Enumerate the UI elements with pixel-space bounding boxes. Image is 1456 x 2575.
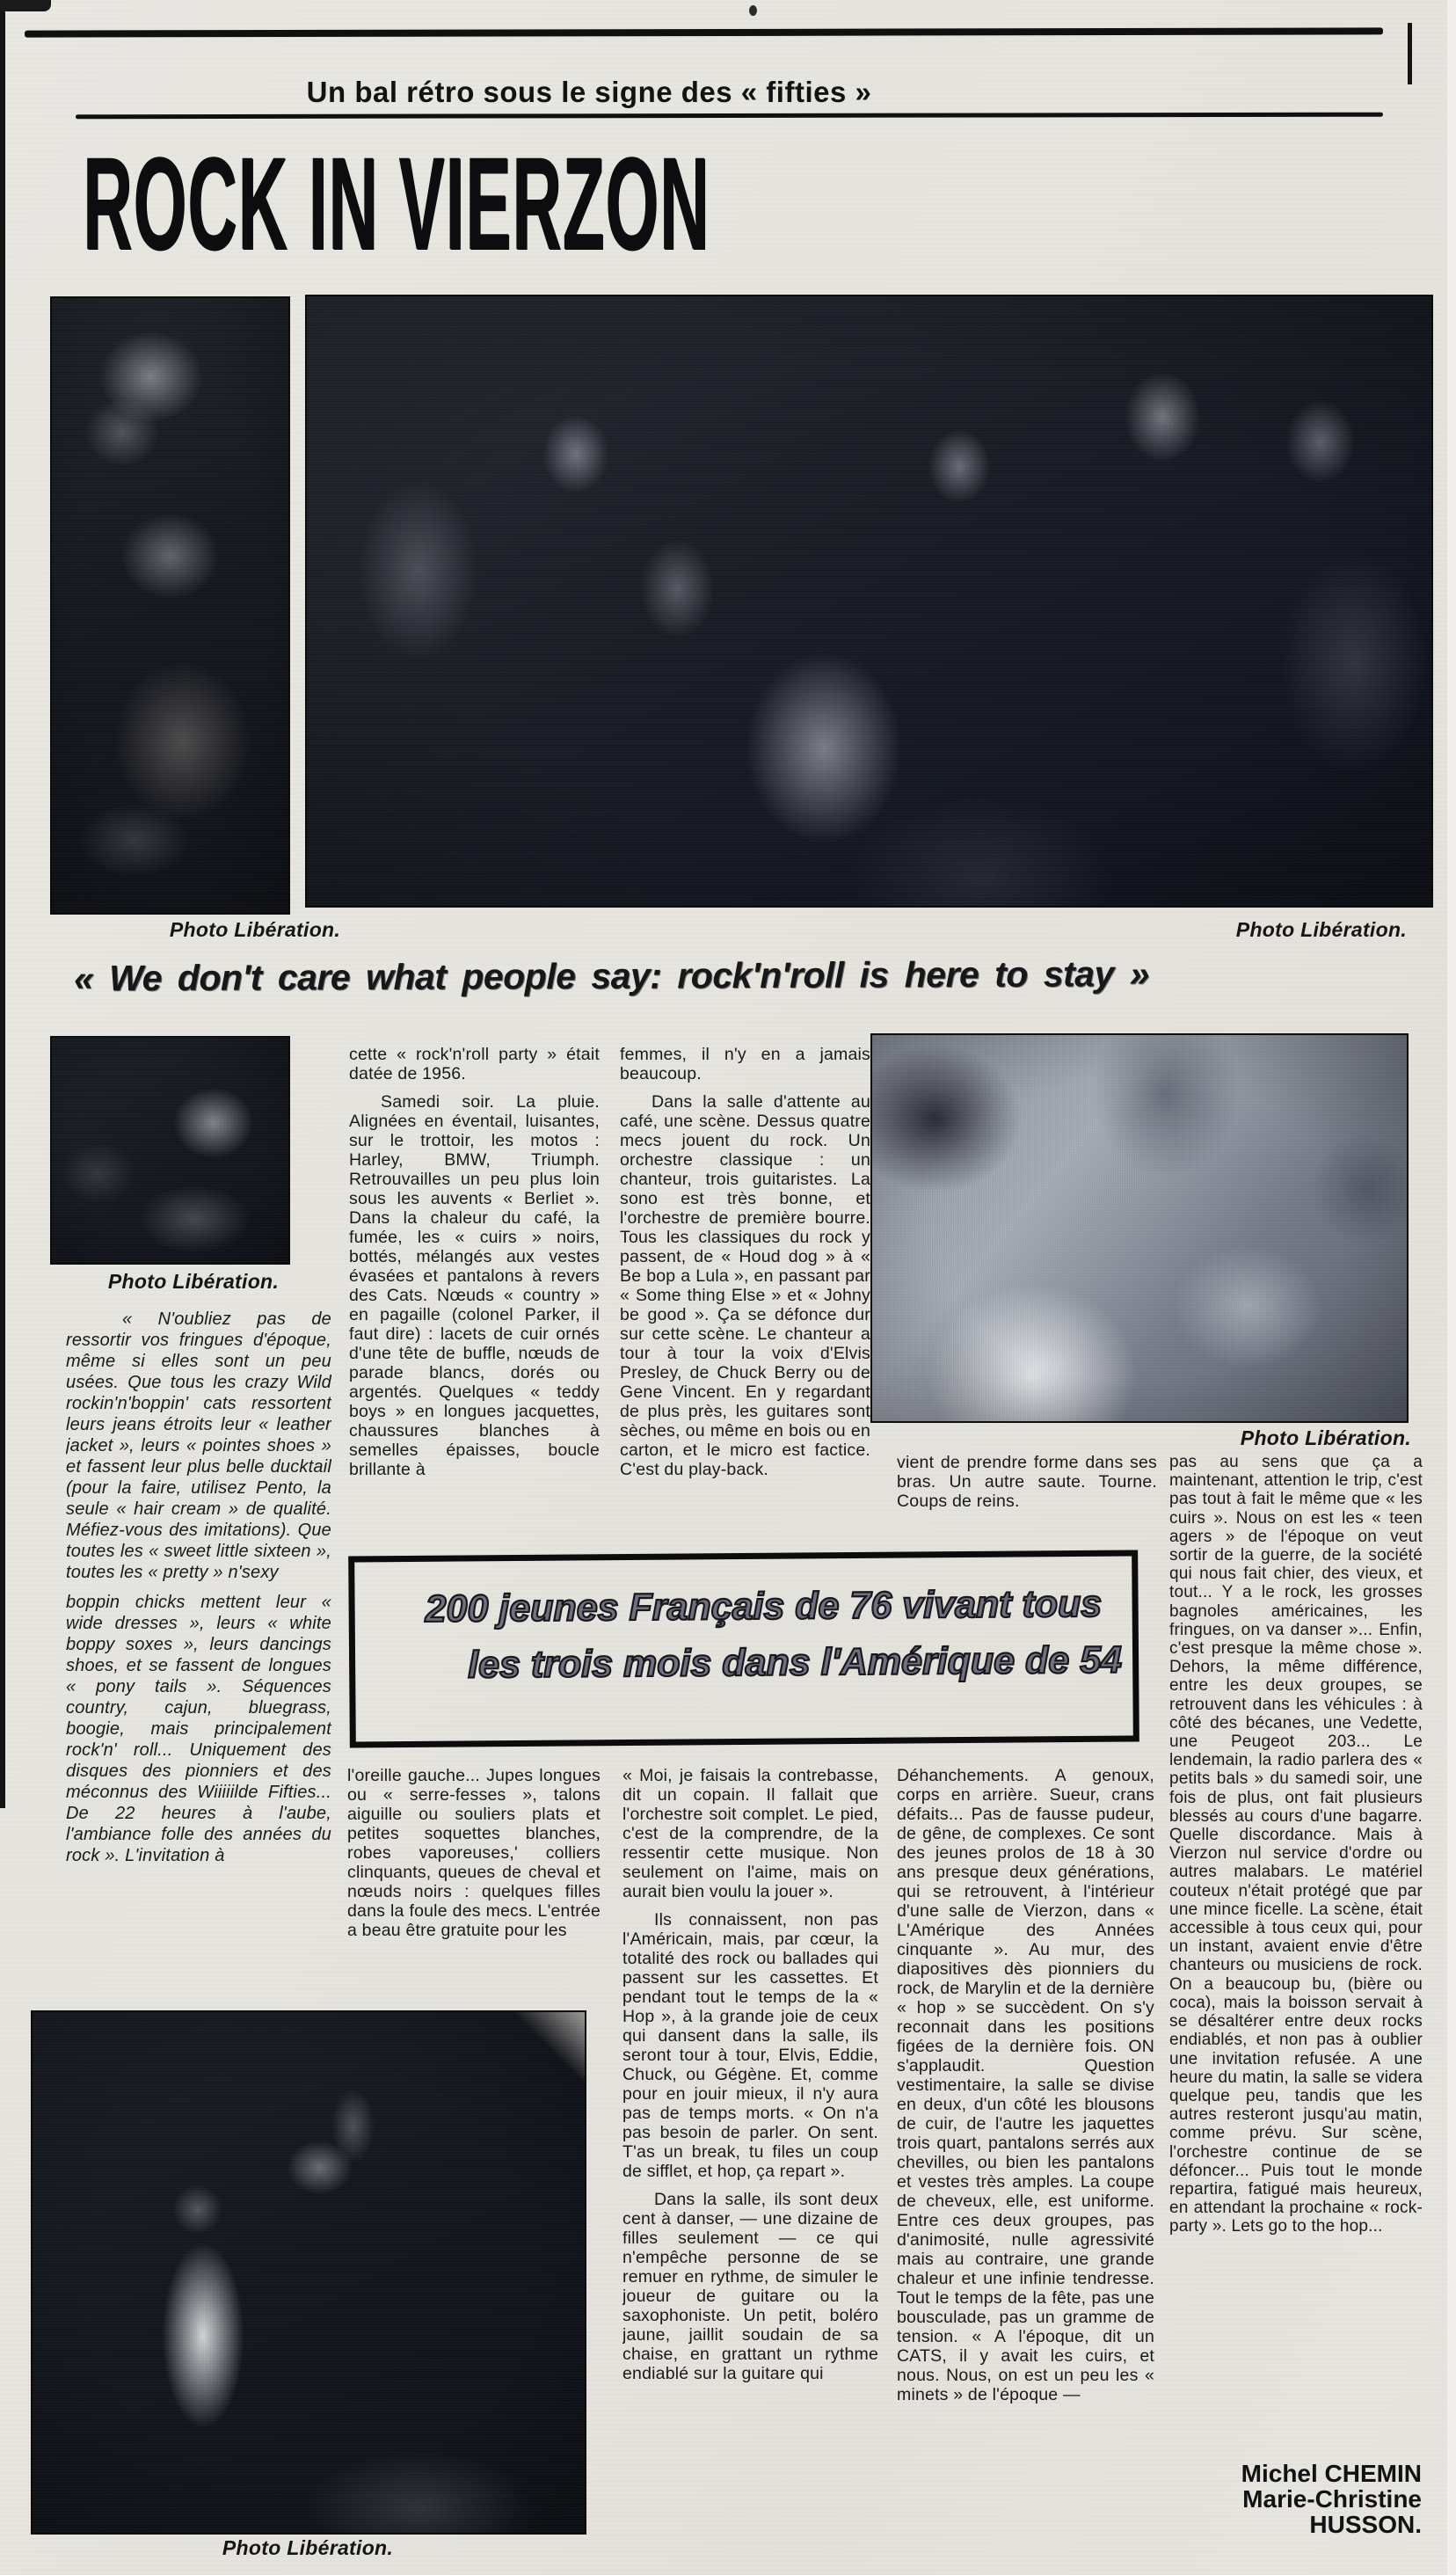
- kicker-bottom-rule: [76, 113, 1383, 120]
- photo-credit-top-left: Photo Libération.: [169, 918, 341, 941]
- article-paragraph: Déhanchements. A genoux, corps en arrière. Sueur, crans défaits... Pas de fausse pudeur, de gêne, de complexes. Ce sont des jeunes prolos de 18 à 30 ans presque deux générations, qui se retrouvent, à l'intérieur d'une salle de Vierzon, dans « L'Amérique des Années cinquante ». Au mur, des diapositives dès pionniers du rock, de Marylin et de la dernière « hop » se succèdent. On s'y reconnait dans les positions figées de la dernière fois. ON s'applaudit. Question vestimentaire, la salle se divise en deux, d'un côté les blousons de cuir, de l'autre les jaquettes trois quart, pantalons serrés aux chevilles, ou bien les pantalons et vestes très amples. La coupe de cheveux, elle, est uniforme. Entre ces deux groupes, pas d'animosité, nulle agressivité mais au contraire, une grande chaleur et une infinie tendresse. Tout le temps de la fête, pas une bousculade, pas un gramme de tension. « A l'époque, dit un CATS, il y avait les cuirs, et nous. Nous, on est un peu les « minets » de l'époque —: [897, 1766, 1154, 2404]
- article-column-5: [1169, 1453, 1423, 2461]
- scan-speck: [749, 5, 757, 16]
- photo-credit-mid-right: Photo Libération.: [1240, 1426, 1411, 1449]
- scan-smudge: [0, 0, 51, 11]
- photo-credit-mid-left: Photo Libération.: [107, 1270, 280, 1293]
- pull-quote-box: [348, 1550, 1139, 1747]
- main-headline: ROCK IN VIERZON: [83, 129, 710, 277]
- article-column-4-snippet: [897, 1453, 1157, 1537]
- article-paragraph: « N'oubliez pas de ressortir vos fringues d'époque, même si elles sont un peu usées. Que tous les crazy Wild rockin'n'boppin' cats ressortent leurs jeans étroits leur « leather jacket », leurs « pointes shoes » et fassent leur plus belle ducktail (pour la faire, utilisez Pento, la seule « hair cream » de qualité. Méfiez-vous des imitations). Que toutes les « sweet little sixteen », toutes les « pretty » n'sexy: [66, 1309, 331, 1582]
- column-rule-top-right: [1408, 23, 1412, 84]
- article-paragraph: Samedi soir. La pluie. Alignées en éventail, luisantes, sur le trottoir, les motos : Harley, BMW, Triumph. Retrouvailles un peu plus loin sous les auvents « Berliet ». Dans la chaleur du café, la fumée, les « cuirs » noirs, bottés, mélangés aux vestes évasées et pantalons à revers des Cats. Nœuds « country » en pagaille (colonel Parker, il faut dire) : lacets de cuir ornés d'une tête de buffle, nœuds de parade blancs, dorés ou argentés. Quelques « teddy boys » en longues jacquettes, chaussures blanches à semelles épaisses, boucle brillante à: [349, 1092, 600, 1479]
- article-column-1: [66, 1309, 331, 1979]
- article-paragraph: boppin chicks mettent leur « wide dresses », leurs « white boppy soxes », leurs dancings shoes, et se fassent de longues « pony tails ». Séquences country, cajun, bluegrass, boogie, mais principalement rock'n' roll... Uniquement des disques des pionniers et des méconnus des Wiiiiilde Fifties... De 22 heures à l'aube, l'ambiance folle des années du rock ». L'invitation à: [66, 1593, 331, 1865]
- byline: [1165, 2461, 1422, 2537]
- subheadline: « We don't care what people say: rock'n'roll is here to stay »: [73, 953, 1150, 999]
- article-column-4-bottom: [897, 1766, 1154, 2524]
- photo-credit-bottom-left: Photo Libération.: [222, 2536, 394, 2559]
- article-paragraph: Dans la salle, ils sont deux cent à danser, — une dizaine de filles seulement — ce qui n'empêche personne de se remuer en rythme, de simuler le joueur de guitare ou la saxophoniste. Un petit, boléro jaune, jaillit soudain de sa chaise, en grattant un rythme endiablé sur la guitare qui: [622, 2190, 878, 2383]
- byline-author-1: Michel CHEMIN: [1241, 2460, 1422, 2487]
- article-paragraph: Ils connaissent, non pas l'Américain, mais, par cœur, la totalité des rock ou ballades qui passent sur les cassettes. Et pendant tout le temps de la « Hop », à la grande joie de ceux qui dansent dans la salle, ils seront tour à tour, Elvis, Eddie, Chuck, ou Gégène. Et, comme pour en jouir mieux, il n'y aura pas de temps morts. « On n'a pas besoin de parler. On sent. T'as un break, tu files un coup de sifflet, et hop, ça repart ».: [622, 1910, 878, 2181]
- article-paragraph: cette « rock'n'roll party » était datée de 1956.: [349, 1045, 600, 1083]
- article-paragraph: vient de prendre forme dans ses bras. Un autre saute. Tourne. Coups de reins.: [897, 1453, 1157, 1511]
- byline-author-2: Marie-Christine: [1242, 2485, 1422, 2513]
- pull-quote-line-2: les trois mois dans l'Amérique de 54: [467, 1638, 1123, 1687]
- article-column-2-bottom: [347, 1766, 601, 2005]
- kicker-headline: Un bal rétro sous le signe des « fifties »: [306, 76, 872, 108]
- paper-edge: [1447, 0, 1456, 2575]
- photo-mid-left: [50, 1036, 290, 1265]
- photo-bottom-left: [31, 2010, 586, 2535]
- page-edge-rule: [0, 0, 5, 1808]
- photo-mid-right: [870, 1033, 1409, 1423]
- article-paragraph: Dans la salle d'attente au café, une scène. Dessus quatre mecs jouent du rock. Un orchestre classique : un chanteur, trois guitaristes. La sono est très bonne, et l'orchestre de première bourre. Tous les classiques du rock y passent, de « Houd dog » à « Be bop a Lula », en passant par « Some thing Else » et « Johny be good ». Ça se défonce dur sur cette scène. Le chanteur a tour à tour la voix d'Elvis Presley, de Chuck Berry ou de Gene Vincent. En y regardant de plus près, les guitares sont sèches, ou même en bois ou en carton, et le micro est factice. C'est du play-back.: [620, 1092, 870, 1479]
- photo-credit-top-right: Photo Libération.: [1235, 918, 1407, 941]
- byline-author-3: HUSSON.: [1309, 2511, 1422, 2538]
- article-column-2-top: [349, 1045, 600, 1527]
- photo-top-left: [50, 296, 290, 915]
- pull-quote-line-1: 200 jeunes Français de 76 vivant tous: [425, 1582, 1103, 1630]
- article-paragraph: pas au sens que ça a maintenant, attention le trip, c'est pas tout à fait le même que « les cuirs ». Nous on est les « teen agers » de l'époque on veut sortir de la guerre, de la société qui nous fait chier, des vieux, et tout... Y a le rock, les grosses bagnoles américaines, les fringues, on va danser »... Enfin, c'est presque la même chose ». Dehors, la même différence, entre les deux groupes, se retrouvent dans les véhicules : à côté des bécanes, une Vedette, une Peugeot 203... Le lendemain, la radio parlera des « petits bals » du samedi soir, une fois de plus, ont fait plusieurs blessés au cours d'une bagarre. Quelle discordance. Mais à Vierzon nul service d'ordre ou autres malabars. Le matériel couteux n'était protégé que par une mince ficelle. La scène, était accessible à tous ceux qui, pour un instant, avaient envie d'être chanteurs ou musiciens de rock. On a beaucoup bu, (bière ou coca), mais la boisson servait à se désaltérer entre deux rocks endiablés, et non pas à oublier une invitation refusée. A une heure du matin, la salle se videra quelque peu, tandis que les autres resteront jusqu'au matin, comme prévu. Sur scène, l'orchestre continue de se défoncer... Puis tout le monde repartira, fatigué mais heureux, en attendant la prochaine « rock-party ». Lets go to the hop...: [1169, 1453, 1423, 2236]
- article-column-3-bottom: [622, 1766, 878, 2524]
- article-paragraph: femmes, il n'y en a jamais beaucoup.: [620, 1045, 870, 1083]
- article-paragraph: « Moi, je faisais la contrebasse, dit un copain. Il fallait que l'orchestre soit complet. Le pied, c'est de la comprendre, de la ressentir cette musique. Non seulement on l'aime, mais on aurait bien voulu la jouer ».: [622, 1766, 878, 1901]
- top-divider-rule: [25, 27, 1383, 37]
- photo-top-right: [305, 295, 1433, 908]
- article-paragraph: l'oreille gauche... Jupes longues ou « serre-fesses », talons aiguille ou souliers plats et petites soquettes blanches, robes vaporeuses,' colliers clinquants, queues de cheval et nœuds noirs : quelques filles dans la foule des mecs. L'entrée a beau être gratuite pour les: [347, 1766, 601, 1940]
- article-column-3-top: [620, 1045, 870, 1527]
